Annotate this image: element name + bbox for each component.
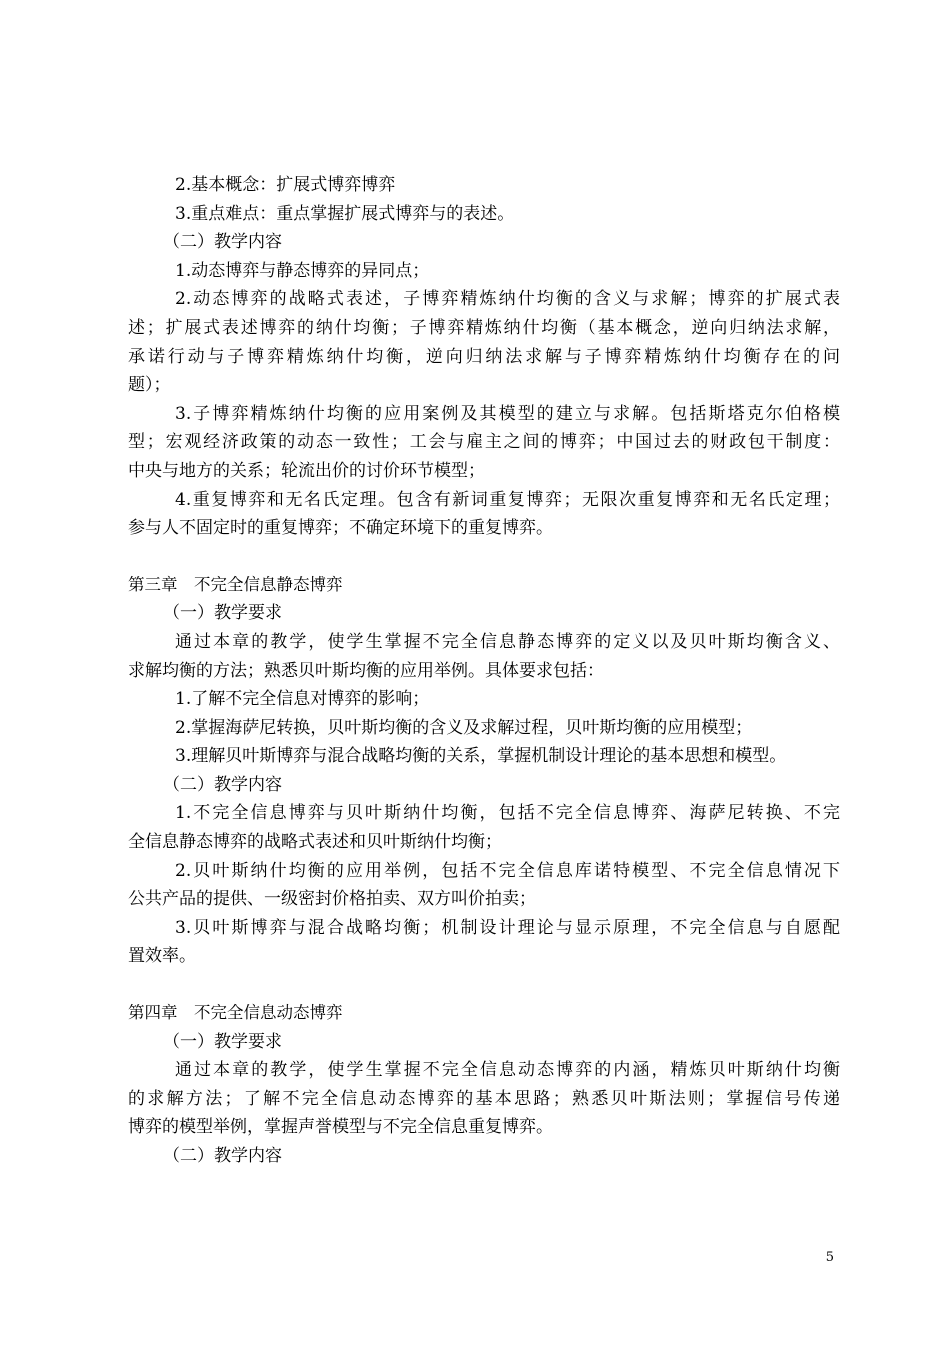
paragraph-line: 1.了解不完全信息对博弈的影响；: [175, 689, 430, 710]
paragraph-line: 1.动态博弈与静态博弈的异同点；: [175, 260, 430, 281]
paragraph-line: 求解均衡的方法；熟悉贝叶斯均衡的应用举例。具体要求包括：: [128, 660, 604, 681]
document-body: [128, 171, 840, 1171]
subheading: （一）教学要求: [163, 1031, 282, 1052]
paragraph-line: 3.重点难点：重点掌握扩展式博弈与的表述。: [175, 203, 515, 224]
paragraph-line: 置效率。: [128, 946, 196, 967]
paragraph-line: 3.贝叶斯博弈与混合战略均衡；机制设计理论与显示原理，不完全信息与自愿配: [175, 917, 840, 938]
paragraph-line: 2.动态博弈的战略式表述，子博弈精炼纳什均衡的含义与求解；博弈的扩展式表: [175, 289, 840, 310]
paragraph-line: 型；宏观经济政策的动态一致性；工会与雇主之间的博弈；中国过去的财政包干制度：: [128, 432, 840, 453]
paragraph-line: 4.重复博弈和无名氏定理。包含有新词重复博弈；无限次重复博弈和无名氏定理；: [175, 489, 840, 510]
paragraph-line: 的求解方法；了解不完全信息动态博弈的基本思路；熟悉贝叶斯法则；掌握信号传递: [128, 1088, 840, 1109]
paragraph-line: 公共产品的提供、一级密封价格拍卖、双方叫价拍卖；: [128, 889, 536, 910]
paragraph-line: 述；扩展式表述博弈的纳什均衡；子博弈精炼纳什均衡（基本概念，逆向归纳法求解，: [128, 317, 840, 338]
subheading: （二）教学内容: [163, 232, 282, 253]
paragraph-line: 中央与地方的关系；轮流出价的讨价环节模型；: [128, 460, 485, 481]
paragraph-line: 3.子博弈精炼纳什均衡的应用案例及其模型的建立与求解。包括斯塔克尔伯格模: [175, 403, 840, 424]
paragraph-line: 通过本章的教学，使学生掌握不完全信息静态博弈的定义以及贝叶斯均衡含义、: [175, 631, 840, 652]
section-gap: [128, 543, 840, 571]
paragraph-line: 1.不完全信息博弈与贝叶斯纳什均衡，包括不完全信息博弈、海萨尼转换、不完: [175, 803, 840, 824]
paragraph-line: 全信息静态博弈的战略式表述和贝叶斯纳什均衡；: [128, 832, 502, 853]
paragraph-line: 参与人不固定时的重复博弈；不确定环境下的重复博弈。: [128, 518, 553, 539]
subheading: （一）教学要求: [163, 603, 282, 624]
page-number: 5: [825, 1250, 834, 1265]
paragraph-line: 承诺行动与子博弈精炼纳什均衡，逆向归纳法求解与子博弈精炼纳什均衡存在的问: [128, 346, 840, 367]
paragraph-line: 博弈的模型举例，掌握声誉模型与不完全信息重复博弈。: [128, 1117, 553, 1138]
paragraph-line: 通过本章的教学，使学生掌握不完全信息动态博弈的内涵，精炼贝叶斯纳什均衡: [175, 1060, 840, 1081]
chapter-title: 第三章 不完全信息静态博弈: [128, 574, 343, 594]
paragraph-line: 2.贝叶斯纳什均衡的应用举例，包括不完全信息库诺特模型、不完全信息情况下: [175, 860, 840, 881]
paragraph-line: 题）；: [128, 375, 171, 396]
subheading: （二）教学内容: [163, 774, 282, 795]
paragraph-line: 2.掌握海萨尼转换，贝叶斯均衡的含义及求解过程，贝叶斯均衡的应用模型；: [175, 717, 753, 738]
paragraph-line: 3.理解贝叶斯博弈与混合战略均衡的关系，掌握机制设计理论的基本思想和模型。: [175, 746, 787, 767]
paragraph-line: 2.基本概念：扩展式博弈博弈: [175, 175, 396, 195]
section-gap: [128, 971, 840, 999]
subheading: （二）教学内容: [163, 1146, 282, 1166]
chapter-title: 第四章 不完全信息动态博弈: [128, 1003, 343, 1023]
